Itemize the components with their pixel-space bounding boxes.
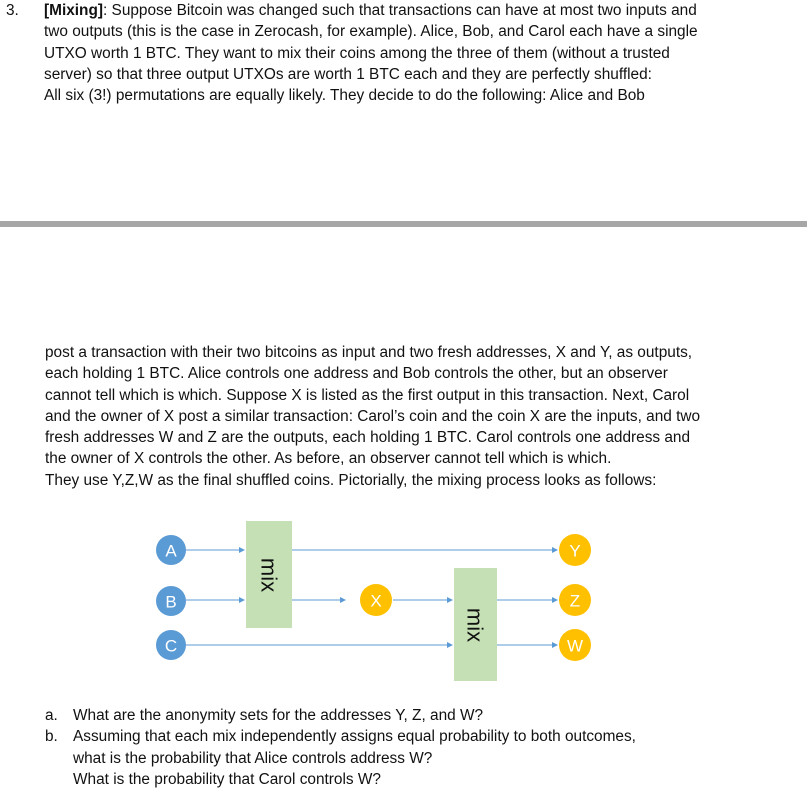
node-y: [559, 534, 591, 566]
node-x-label: X: [370, 591, 382, 611]
mix-box-1-label: mix: [256, 557, 282, 593]
continuation-line: fresh addresses W and Z are the outputs, each holding 1 BTC. Carol controls one address and: [45, 429, 691, 447]
node-a-label: A: [165, 541, 177, 561]
intro-line: server) so that three output UTXOs are worth 1 BTC each and they are perfectly shuffled:: [44, 65, 652, 83]
node-z-label: Z: [569, 591, 581, 611]
page-divider: [0, 221, 807, 227]
question-b: [45, 726, 636, 790]
problem-continuation: [45, 342, 700, 491]
question-line: Assuming that each mix independently assigns equal probability to both outcomes,: [73, 728, 636, 746]
node-c-label: C: [164, 636, 178, 656]
intro-line: two outputs (this is the case in Zerocash, for example). Alice, Bob, and Carol each have a single: [44, 23, 698, 41]
node-y-label: Y: [569, 541, 581, 561]
question-line: what is the probability that Alice controls address W?: [73, 749, 433, 767]
continuation-line: and the owner of X post a similar transaction: Carol’s coin and the coin X are the inputs, and two: [45, 407, 701, 425]
intro-line: [44, 0, 698, 21]
intro-line: UTXO worth 1 BTC. They want to mix their coins among the three of them (without a trusted: [44, 44, 670, 62]
node-z: [559, 584, 591, 616]
question-line: What are the anonymity sets for the addresses Y, Z, and W?: [73, 707, 484, 724]
sub-questions: [45, 705, 636, 790]
problem-title: [Mixing]: [44, 2, 103, 19]
continuation-line: They use Y,Z,W as the final shuffled coins. Pictorially, the mixing process looks as follows:: [45, 471, 657, 489]
question-line: What is the probability that Carol controls W?: [73, 770, 381, 788]
continuation-line: cannot tell which is which. Suppose X is listed as the first output in this transaction. Next, Carol: [45, 386, 690, 404]
mixing-diagram: [0, 515, 807, 685]
question-a: [45, 705, 636, 726]
node-c: [156, 630, 186, 660]
intro-line: All six (3!) permutations are equally likely. They decide to do the following: Alice and Bob: [44, 87, 645, 105]
node-b: [156, 586, 186, 616]
continuation-line: each holding 1 BTC. Alice controls one address and Bob controls the other, but an observer: [45, 365, 668, 383]
question-label: a.: [45, 707, 58, 724]
continuation-line: post a transaction with their two bitcoins as input and two fresh addresses, X and Y, as outputs,: [45, 344, 693, 361]
node-x: [360, 584, 392, 616]
continuation-line: the owner of X controls the other. As before, an observer cannot tell which is which.: [45, 450, 612, 468]
node-w-label: W: [566, 636, 584, 656]
mix-box-2: [454, 568, 497, 681]
mix-box-2-label: mix: [462, 607, 488, 643]
mix-box-1: [246, 521, 292, 628]
question-label: b.: [45, 728, 58, 746]
intro-line-text: : Suppose Bitcoin was changed such that transactions can have at most two inputs and: [103, 2, 697, 19]
node-b-label: B: [165, 592, 177, 612]
node-a: [156, 535, 186, 565]
problem-number: 3.: [6, 2, 19, 19]
node-w: [559, 629, 591, 661]
